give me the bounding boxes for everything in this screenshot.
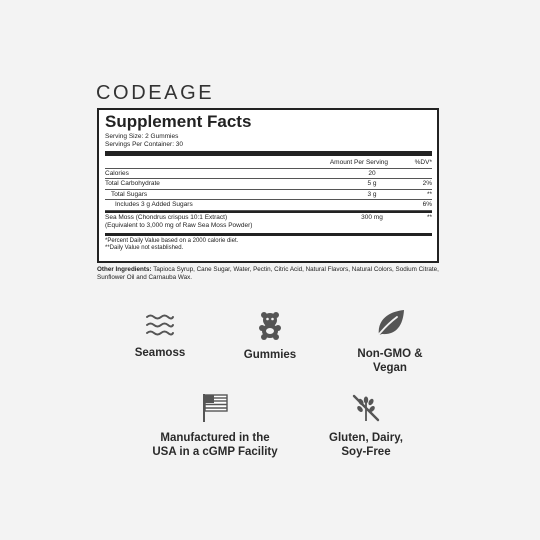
- sea-moss-row: [105, 213, 432, 233]
- nutrient-dv: 6%: [422, 201, 432, 208]
- feature-label-line1: Non-GMO &: [357, 348, 423, 360]
- supplement-facts-panel: [97, 108, 439, 263]
- nutrient-dv: 2%: [422, 180, 432, 187]
- footnote-not-established: **Daily Value not established.: [105, 245, 184, 251]
- feature-gummies: [222, 310, 318, 362]
- leaf-icon: [373, 307, 407, 339]
- nutrient-amount: 3 g: [367, 190, 377, 198]
- gummy-bear-icon: [255, 310, 285, 340]
- feature-label-line1: Manufactured in the: [160, 432, 270, 444]
- feature-label-line2: Soy-Free: [341, 446, 391, 458]
- feature-label-line2: Vegan: [373, 362, 407, 374]
- feature-allergen-free: [306, 393, 426, 459]
- feature-label-line1: Gluten, Dairy,: [329, 432, 403, 444]
- feature-label-line2: USA in a cGMP Facility: [152, 446, 278, 458]
- other-ingredients-text: Tapioca Syrup, Cane Sugar, Water, Pectin, Citric Acid, Natural Flavors, Natural Colors, Sodium Citrate, Sunflower Oil and Carnauba Wax.: [97, 266, 439, 281]
- footnote-dv: *Percent Daily Value based on a 2000 calorie diet.: [105, 237, 239, 244]
- col-amount-header: Amount Per Serving: [329, 159, 388, 166]
- sea-moss-amount: 300 mg: [361, 213, 383, 221]
- nutrient-name: Total Carbohydrate: [105, 180, 160, 187]
- nutrient-name: Includes 3 g Added Sugars: [115, 201, 193, 208]
- servings-per-container: Servings Per Container: 30: [105, 141, 184, 148]
- feature-label: Gummies: [243, 349, 297, 361]
- feature-made-in-usa: [140, 393, 290, 459]
- other-ingredients: [97, 266, 443, 282]
- brand-logo: CODEAGE: [96, 82, 215, 104]
- facts-title: Supplement Facts: [105, 112, 252, 131]
- facts-header-row: [105, 157, 432, 169]
- feature-label: Seamoss: [134, 347, 186, 359]
- sea-moss-name: Sea Moss (Chondrus crispus 10:1 Extract): [105, 213, 228, 221]
- facts-row: [105, 169, 432, 180]
- other-ingredients-label: Other Ingredients:: [97, 266, 152, 273]
- waves-icon: [145, 312, 175, 338]
- nutrient-amount: 5 g: [367, 180, 377, 187]
- nutrient-amount: 20: [368, 169, 376, 177]
- feature-seamoss: [112, 312, 208, 360]
- nutrient-name: Calories: [105, 169, 129, 177]
- facts-row: [105, 200, 432, 211]
- divider-thick: [105, 151, 432, 156]
- col-dv-header: %DV*: [414, 159, 432, 166]
- facts-row: [105, 179, 432, 190]
- feature-non-gmo-vegan: [336, 307, 444, 375]
- facts-row: [105, 190, 432, 201]
- us-flag-icon: [201, 393, 229, 423]
- sea-moss-equivalent: (Equivalent to 3,000 mg of Raw Sea Moss Powder): [105, 222, 253, 229]
- nutrient-name: Total Sugars: [111, 190, 148, 198]
- divider-bottom: [105, 233, 432, 236]
- sea-moss-dv: **: [426, 213, 432, 221]
- allergen-free-icon: [351, 393, 381, 423]
- nutrient-dv: **: [426, 190, 432, 198]
- serving-size: Serving Size: 2 Gummies: [105, 133, 179, 140]
